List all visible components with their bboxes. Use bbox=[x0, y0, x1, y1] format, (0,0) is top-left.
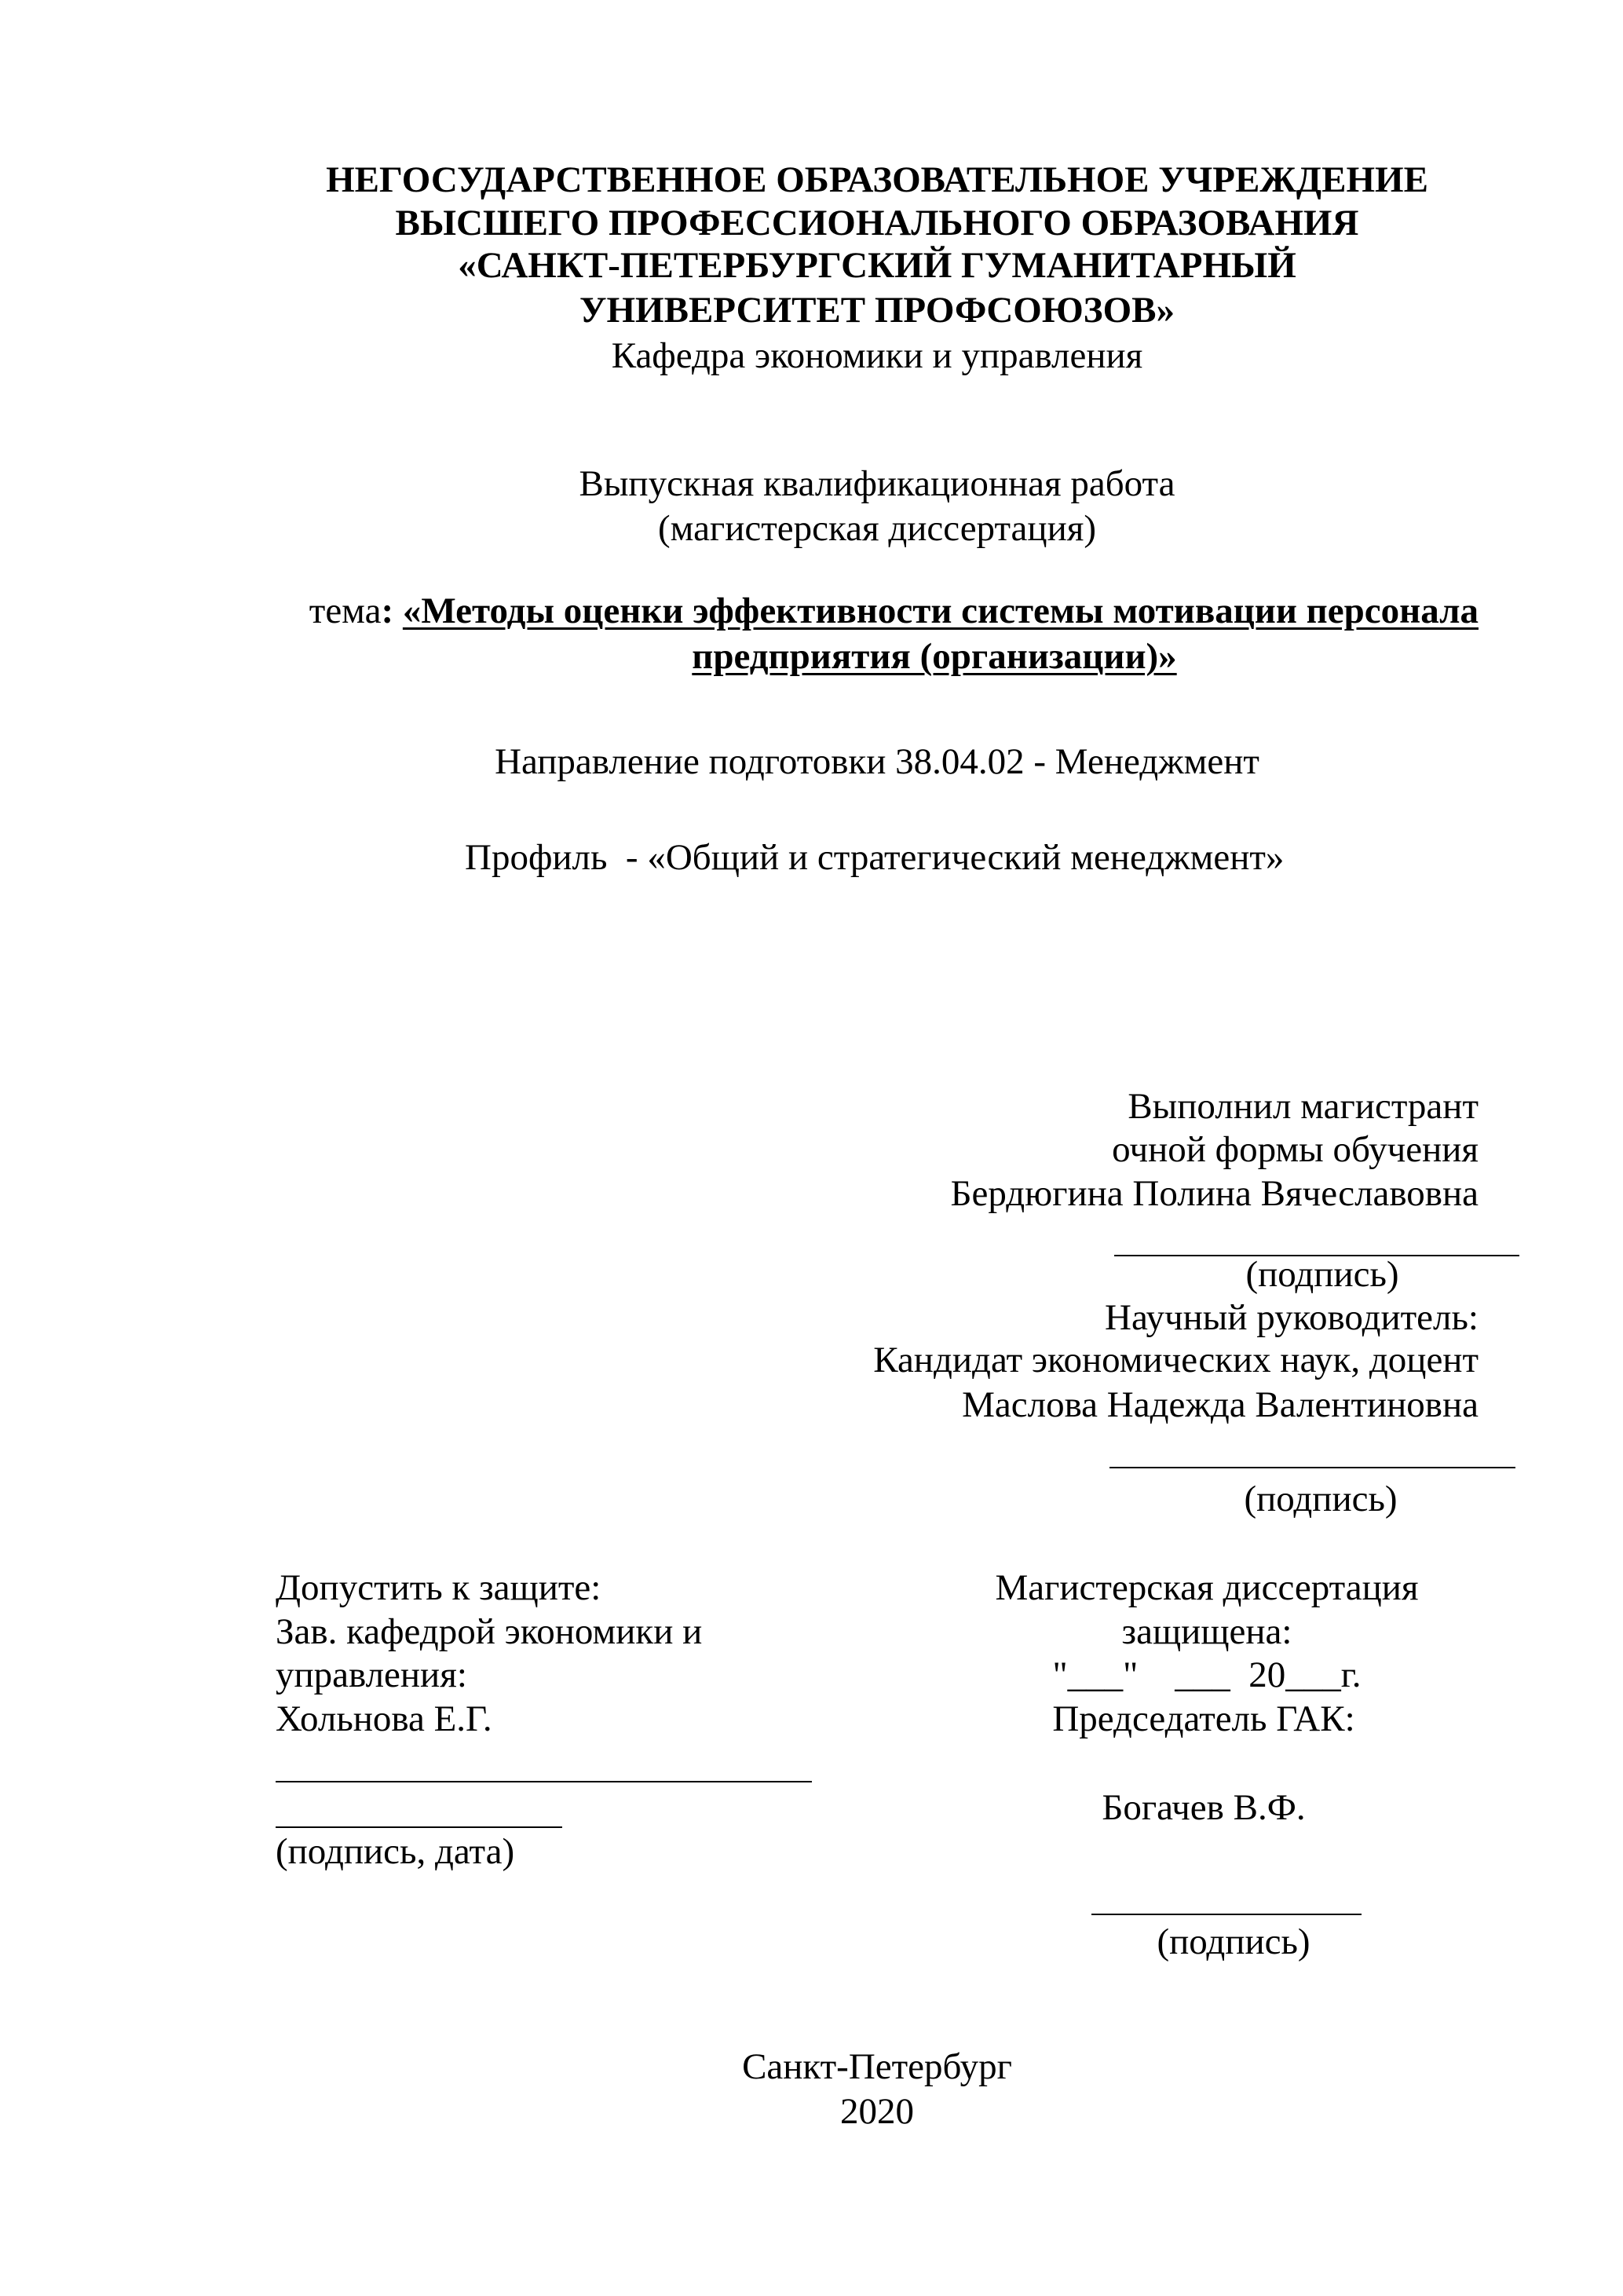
work-subtype: (магистерская диссертация) bbox=[658, 508, 1096, 549]
supervisor-degree: Кандидат экономических наук, доцент bbox=[873, 1340, 1479, 1380]
defense-line-1: Магистерская диссертация bbox=[995, 1567, 1419, 1608]
supervisor-line-1: Научный руководитель: bbox=[1105, 1297, 1479, 1338]
topic-line-2 bbox=[393, 634, 1476, 678]
admission-signature-line-2 bbox=[276, 1826, 562, 1828]
defense-chair-label: Председатель ГАК: bbox=[1052, 1698, 1355, 1739]
defense-signature-label: (подпись) bbox=[1157, 1921, 1310, 1962]
author-name: Бердюгина Полина Вячеславовна bbox=[950, 1173, 1479, 1214]
admission-line-3: управления: bbox=[276, 1654, 467, 1695]
header-line-3: «САНКТ-ПЕТЕРБУРГСКИЙ ГУМАНИТАРНЫЙ bbox=[458, 245, 1296, 286]
author-line-1: Выполнил магистрант bbox=[1128, 1086, 1479, 1127]
topic-title-2: предприятия (организации)» bbox=[692, 636, 1177, 677]
profile: Профиль - «Общий и стратегический менеджмент» bbox=[465, 837, 1285, 878]
defense-signature-line bbox=[1091, 1914, 1362, 1915]
supervisor-name: Маслова Надежда Валентиновна bbox=[962, 1384, 1479, 1425]
admission-signature-label: (подпись, дата) bbox=[276, 1831, 515, 1872]
work-type: Выпускная квалификационная работа bbox=[579, 463, 1175, 504]
defense-chair-name: Богачев В.Ф. bbox=[1102, 1787, 1306, 1828]
admission-line-1: Допустить к защите: bbox=[276, 1567, 601, 1608]
supervisor-signature-line bbox=[1109, 1467, 1515, 1468]
author-signature-label: (подпись) bbox=[1245, 1254, 1399, 1295]
topic-title-1: «Методы оценки эффективности системы мотивации персонала bbox=[402, 590, 1479, 631]
defense-line-2: защищена: bbox=[1121, 1611, 1292, 1652]
admission-name: Хольнова Е.Г. bbox=[276, 1698, 492, 1739]
supervisor-signature-label: (подпись) bbox=[1244, 1479, 1398, 1519]
direction: Направление подготовки 38.04.02 - Менеджмент bbox=[495, 741, 1259, 782]
topic-line-1 bbox=[273, 589, 1479, 633]
admission-line-2: Зав. кафедрой экономики и bbox=[276, 1611, 703, 1652]
header-line-1: НЕГОСУДАРСТВЕННОЕ ОБРАЗОВАТЕЛЬНОЕ УЧРЕЖДЕНИЕ bbox=[326, 159, 1428, 200]
city: Санкт-Петербург bbox=[742, 2046, 1012, 2087]
topic-prefix: тема bbox=[309, 590, 382, 631]
year: 2020 bbox=[840, 2091, 914, 2132]
topic-colon: : bbox=[381, 590, 394, 631]
header-line-2: ВЫСШЕГО ПРОФЕССИОНАЛЬНОГО ОБРАЗОВАНИЯ bbox=[395, 203, 1359, 243]
header-line-4: УНИВЕРСИТЕТ ПРОФСОЮЗОВ» bbox=[579, 290, 1175, 331]
defense-date: "___" ___ 20___г. bbox=[1052, 1654, 1362, 1695]
admission-signature-line-1 bbox=[276, 1781, 812, 1782]
author-line-2: очной формы обучения bbox=[1112, 1129, 1479, 1170]
department: Кафедра экономики и управления bbox=[611, 335, 1143, 376]
